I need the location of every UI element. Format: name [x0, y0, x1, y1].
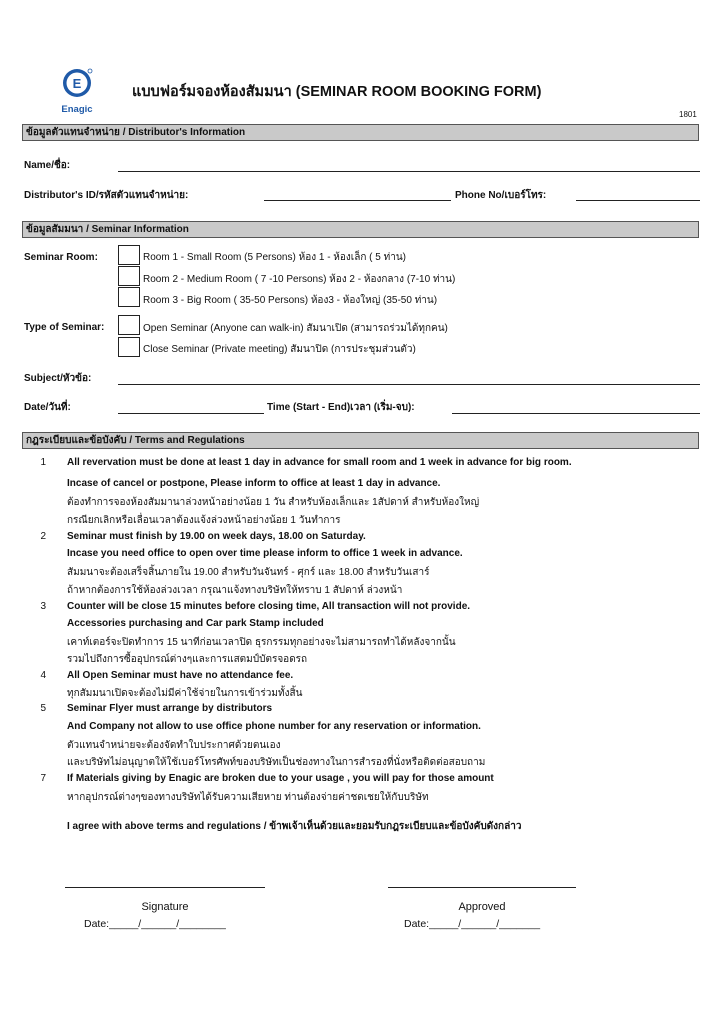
open-seminar-label: Open Seminar (Anyone can walk-in) สัมนาเปิด (สามารถร่วมได้ทุกคน) [143, 323, 448, 334]
time-label: Time (Start - End)เวลา (เริ่ม-จบ): [267, 402, 415, 413]
signature-date: Date:_____/______/________ [84, 918, 226, 930]
approved-date: Date:_____/______/_______ [404, 918, 541, 930]
term-2-thai: สัมมนาจะต้องเสร็จสิ้นภายใน 19.00 สำหรับวันจันทร์ - ศุกร์ และ 18.00 สำหรับวันเสาร์ [67, 567, 430, 578]
term-5-thai-phone: และบริษัทไม่อนุญาตให้ใช้เบอร์โทรศัพท์ของบริษัทเป็นช่องทางในการสำรองที่นั่งหรือติดต่อสอบถาม [67, 757, 486, 768]
open-seminar-checkbox[interactable] [118, 315, 140, 335]
term-2-overtime: Incase you need office to open over time please inform to office 1 week in advance. [67, 548, 463, 559]
term-3-thai: เคาท์เตอร์จะปิดทำการ 15 นาทีก่อนเวลาปิด ธุรกรรมทุกอย่างจะไม่สามารถทำได้หลังจากนั้น [67, 637, 456, 648]
phone-field[interactable] [576, 200, 700, 201]
term-number: 4 [40, 670, 46, 681]
form-title: แบบฟอร์มจองห้องสัมมนา (SEMINAR ROOM BOOKING FORM) [132, 84, 542, 100]
term-1-thai-cancel: กรณียกเลิกหรือเลื่อนเวลาต้องแจ้งล่วงหน้าอย่างน้อย 1 วันทำการ [67, 515, 341, 526]
name-field[interactable] [118, 171, 700, 172]
term-5-phone: And Company not allow to use office phone number for any reservation or information. [67, 721, 481, 732]
approved-label: Approved [458, 901, 506, 913]
date-label: Date/วันที่: [24, 402, 71, 413]
signature-line[interactable] [65, 887, 265, 888]
term-4-thai: ทุกสัมมนาเปิดจะต้องไม่มีค่าใช้จ่ายในการเข้าร่วมทั้งสิ้น [67, 688, 303, 699]
logo-text: Enagic [61, 104, 93, 115]
term-1-thai: ต้องทำการจองห้องสัมมานาล่วงหน้าอย่างน้อย 1 วัน สำหรับห้องเล็กและ 1สัปดาห์ สำหรับห้องใหญ่ [67, 497, 480, 508]
form-number: 1801 [679, 110, 697, 119]
approved-line[interactable] [388, 887, 576, 888]
term-number: 1 [40, 457, 46, 468]
phone-label: Phone No/เบอร์โทร: [455, 190, 547, 201]
distributor-id-label: Distributor's ID/รหัสตัวแทนจำหน่าย: [24, 190, 189, 201]
term-2-thai-overtime: ถ้าหากต้องการใช้ห้องล่วงเวลา กรุณาแจ้งทางบริษัทให้ทราบ 1 สัปดาห์ ล่วงหน้า [67, 585, 403, 596]
term-1-cancel: Incase of cancel or postpone, Please inform to office at least 1 day in advance. [67, 478, 441, 489]
term-3-thai-accessories: รวมไปถึงการซื้ออุปกรณ์ต่างๆและการแสตมป์บัตรจอดรถ [67, 654, 308, 665]
date-field[interactable] [118, 413, 264, 414]
time-field[interactable] [452, 413, 700, 414]
term-number: 7 [40, 773, 46, 784]
distributor-id-field[interactable] [264, 200, 451, 201]
term-7-text: If Materials giving by Enagic are broken due to your usage , you will pay for those amount [67, 773, 494, 784]
term-number: 2 [40, 531, 46, 542]
term-4-text: All Open Seminar must have no attendance fee. [67, 670, 294, 681]
enagic-logo [52, 66, 108, 122]
term-3-accessories: Accessories purchasing and Car park Stamp included [67, 618, 324, 629]
subject-field[interactable] [118, 384, 700, 385]
term-number: 3 [40, 601, 46, 612]
term-7-thai: หากอุปกรณ์ต่างๆของทางบริษัทได้รับความเสียหาย ท่านต้องจ่ายค่าชดเชยให้กับบริษัท [67, 792, 429, 803]
enagic-logo-icon [52, 66, 108, 122]
term-number: 5 [40, 703, 46, 714]
term-1-text: All revervation must be done at least 1 day in advance for small room and 1 week in advance for big room. [67, 457, 572, 468]
svg-text:E: E [72, 76, 82, 91]
term-5-text: Seminar Flyer must arrange by distributors [67, 703, 273, 714]
subject-label: Subject/หัวข้อ: [24, 373, 92, 384]
room-2-label: Room 2 - Medium Room ( 7 -10 Persons) ห้อง 2 - ห้องกลาง (7-10 ท่าน) [143, 274, 456, 285]
term-3-text: Counter will be close 15 minutes before closing time, All transaction will not provide. [67, 601, 471, 612]
room-3-checkbox[interactable] [118, 287, 140, 307]
section-terms-header: กฎระเบียบและข้อบังคับ / Terms and Regulations [22, 432, 699, 449]
term-5-thai: ตัวแทนจำหน่ายจะต้องจัดทำใบประกาศด้วยตนเอง [67, 740, 281, 751]
name-label: Name/ชื่อ: [24, 160, 71, 171]
signature-label: Signature [141, 901, 189, 913]
close-seminar-label: Close Seminar (Private meeting) สัมนาปิด (การประชุมส่วนตัว) [143, 344, 416, 355]
section-seminar-header: ข้อมูลสัมมนา / Seminar Information [22, 221, 699, 238]
room-1-label: Room 1 - Small Room (5 Persons) ห้อง 1 - ห้องเล็ก ( 5 ท่าน) [143, 252, 406, 263]
seminar-type-label: Type of Seminar: [24, 322, 105, 333]
room-1-checkbox[interactable] [118, 245, 140, 265]
section-distributor-header: ข้อมูลตัวแทนจำหน่าย / Distributor's Information [22, 124, 699, 141]
seminar-room-label: Seminar Room: [24, 252, 98, 263]
room-3-label: Room 3 - Big Room ( 35-50 Persons) ห้อง3 - ห้องใหญ่ (35-50 ท่าน) [143, 295, 438, 306]
agreement-text: I agree with above terms and regulations / ข้าพเจ้าเห็นด้วยและยอมรับกฎระเบียบและข้อบังคับดังกล่าว [67, 821, 522, 832]
term-2-text: Seminar must finish by 19.00 on week days, 18.00 on Saturday. [67, 531, 366, 542]
room-2-checkbox[interactable] [118, 266, 140, 286]
close-seminar-checkbox[interactable] [118, 337, 140, 357]
